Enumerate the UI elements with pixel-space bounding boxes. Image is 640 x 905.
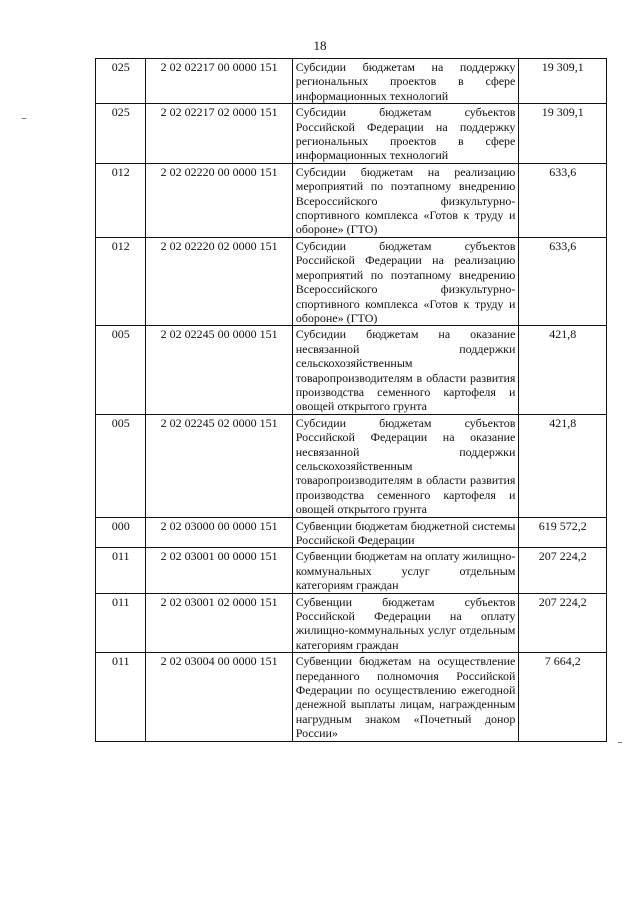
revenue-name-cell: Субсидии бюджетам субъектов Российской Федерации на поддержку региональных проектов в сфере информационных технологий [292, 104, 519, 164]
table-row [96, 517, 607, 548]
admin-code-cell: 005 [96, 414, 146, 517]
admin-code-cell: 000 [96, 517, 146, 548]
amount-cell: 7 664,2 [519, 653, 607, 741]
table-row [96, 548, 607, 593]
budget-code-cell: 2 02 02245 02 0000 151 [146, 414, 292, 517]
amount-cell: 633,6 [519, 237, 607, 325]
budget-code-cell: 2 02 02220 02 0000 151 [146, 237, 292, 325]
admin-code-cell: 025 [96, 59, 146, 104]
admin-code-cell: 005 [96, 326, 146, 414]
revenue-name-cell: Субвенции бюджетам субъектов Российской Федерации на оплату жилищно-коммунальных услуг отдельным категориям граждан [292, 593, 519, 653]
table-row [96, 104, 607, 164]
admin-code-cell: 025 [96, 104, 146, 164]
table-row [96, 326, 607, 414]
revenue-name-cell: Субсидии бюджетам на поддержку региональных проектов в сфере информационных технологий [292, 59, 519, 104]
budget-code-cell: 2 02 03004 00 0000 151 [146, 653, 292, 741]
revenue-name-cell: Субвенции бюджетам на оплату жилищно-коммунальных услуг отдельным категориям граждан [292, 548, 519, 593]
table-row [96, 163, 607, 237]
amount-cell: 633,6 [519, 163, 607, 237]
budget-code-cell: 2 02 02217 02 0000 151 [146, 104, 292, 164]
amount-cell: 207 224,2 [519, 548, 607, 593]
table-row [96, 653, 607, 741]
revenue-name-cell: Субсидии бюджетам субъектов Российской Федерации на оказание несвязанной поддержки сельскохозяйственным товаропроизводителям в области развития производства семенного картофеля и овощей открытого грунта [292, 414, 519, 517]
admin-code-cell: 012 [96, 163, 146, 237]
budget-revenue-table [95, 58, 607, 742]
amount-cell: 421,8 [519, 326, 607, 414]
budget-code-cell: 2 02 02220 00 0000 151 [146, 163, 292, 237]
amount-cell: 207 224,2 [519, 593, 607, 653]
revenue-name-cell: Субсидии бюджетам на оказание несвязанной поддержки сельскохозяйственным товаропроизводителям в области развития производства семенного картофеля и овощей открытого грунта [292, 326, 519, 414]
revenue-name-cell: Субвенции бюджетам на осуществление переданного полномочия Российской Федерации по осуществлению ежегодной денежной выплаты лицам, награжденным нагрудным знаком «Почетный донор России» [292, 653, 519, 741]
table-body [96, 59, 607, 742]
amount-cell: 19 309,1 [519, 59, 607, 104]
amount-cell: 421,8 [519, 414, 607, 517]
budget-code-cell: 2 02 02245 00 0000 151 [146, 326, 292, 414]
budget-code-cell: 2 02 03000 00 0000 151 [146, 517, 292, 548]
table-row [96, 237, 607, 325]
scan-artifact [22, 118, 26, 119]
amount-cell: 19 309,1 [519, 104, 607, 164]
revenue-name-cell: Субвенции бюджетам бюджетной системы Российской Федерации [292, 517, 519, 548]
admin-code-cell: 011 [96, 653, 146, 741]
amount-cell: 619 572,2 [519, 517, 607, 548]
scan-artifact [618, 742, 622, 743]
revenue-name-cell: Субсидии бюджетам субъектов Российской Федерации на реализацию мероприятий по поэтапному внедрению Всероссийского физкультурно-спортивного комплекса «Готов к труду и обороне» (ГТО) [292, 237, 519, 325]
table-row [96, 414, 607, 517]
revenue-name-cell: Субсидии бюджетам на реализацию мероприятий по поэтапному внедрению Всероссийского физкультурно-спортивного комплекса «Готов к труду и обороне» (ГТО) [292, 163, 519, 237]
table-row [96, 593, 607, 653]
admin-code-cell: 012 [96, 237, 146, 325]
budget-code-cell: 2 02 03001 02 0000 151 [146, 593, 292, 653]
table-row [96, 59, 607, 104]
admin-code-cell: 011 [96, 548, 146, 593]
budget-code-cell: 2 02 03001 00 0000 151 [146, 548, 292, 593]
admin-code-cell: 011 [96, 593, 146, 653]
page-number: 18 [313, 38, 327, 53]
budget-code-cell: 2 02 02217 00 0000 151 [146, 59, 292, 104]
